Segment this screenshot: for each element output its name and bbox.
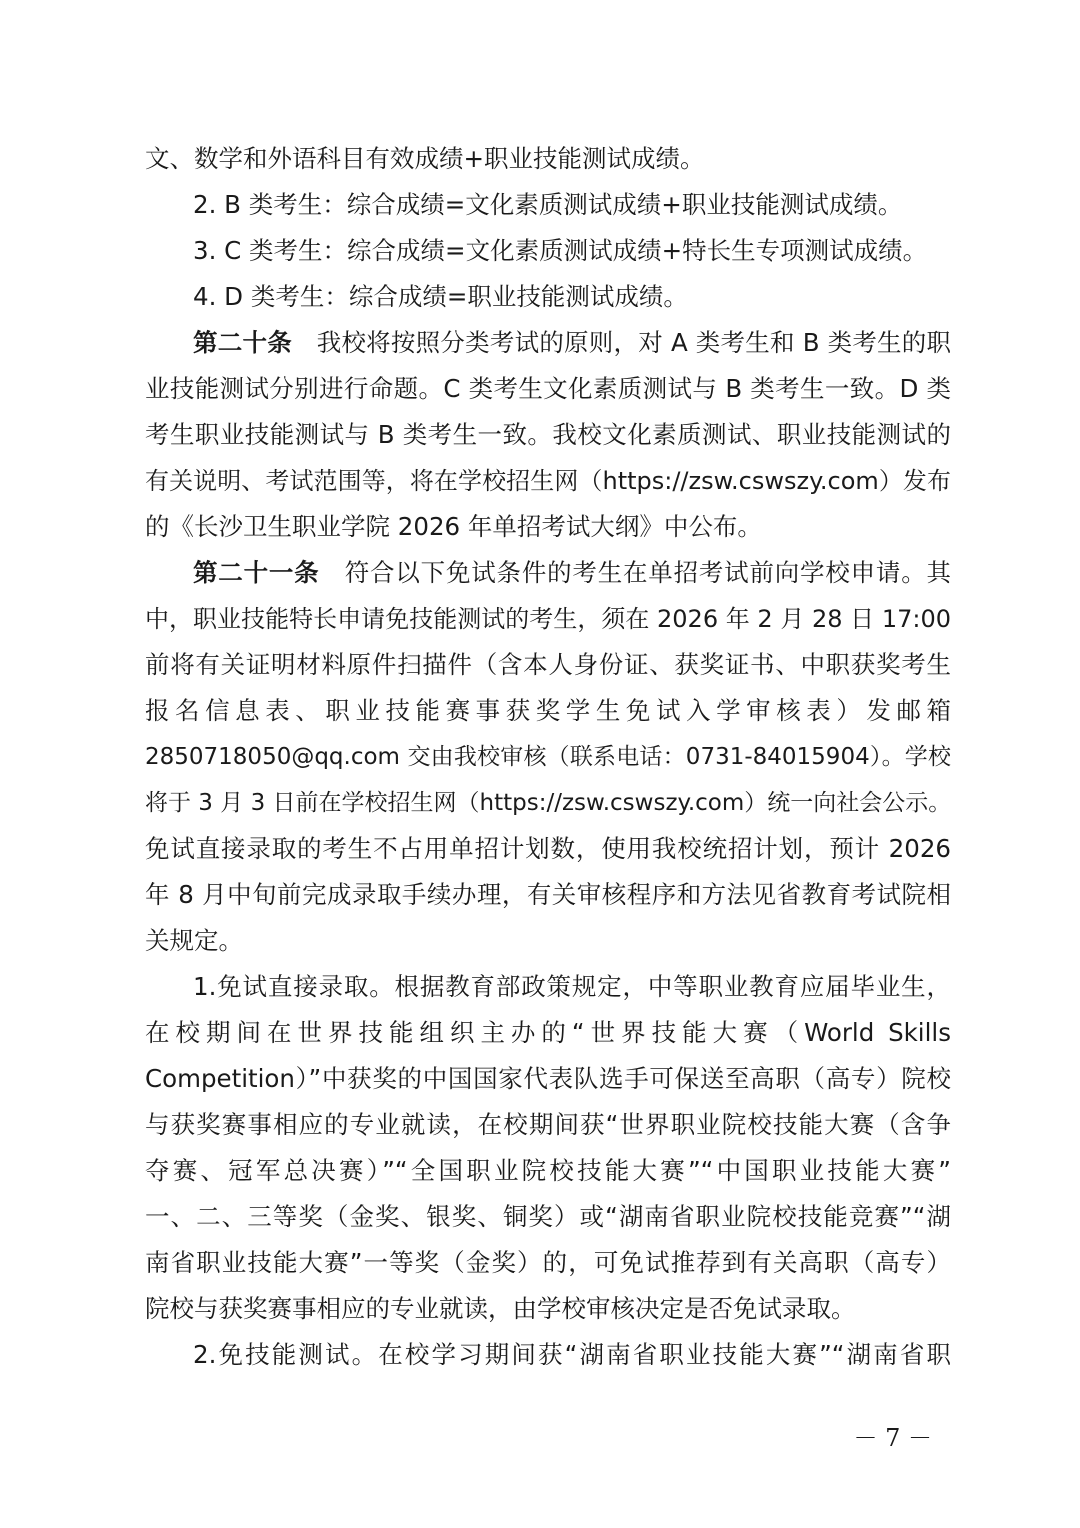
text-line: 2. B 类考生：综合成绩=文化素质测试成绩+职业技能测试成绩。 xyxy=(193,190,903,219)
text-line: 有关说明、考试范围等，将在学校招生网（https://zsw.cswszy.com）发布 xyxy=(145,467,951,495)
text-line: 前将有关证明材料原件扫描件（含本人身份证、获奖证书、中职获奖考生 xyxy=(145,650,951,679)
text-line: 与获奖赛事相应的专业就读，在校期间获“世界职业院校技能大赛（含争 xyxy=(145,1110,951,1139)
text-line: 业技能测试分别进行命题。C 类考生文化素质测试与 B 类考生一致。D 类 xyxy=(145,374,951,403)
text-line: 1.免试直接录取。根据教育部政策规定，中等职业教育应届毕业生， xyxy=(193,972,951,1001)
text-line: 2850718050@qq.com 交由我校审核（联系电话：0731-84015904）。学校 xyxy=(145,744,951,770)
text-line: 4. D 类考生：综合成绩=职业技能测试成绩。 xyxy=(193,282,688,311)
text-line: 南省职业技能大赛”一等奖（金奖）的，可免试推荐到有关高职（高专） xyxy=(145,1248,951,1277)
text-line: 一、二、三等奖（金奖、银奖、铜奖）或“湖南省职业院校技能竞赛”“湖 xyxy=(145,1202,951,1231)
text-line: 院校与获奖赛事相应的专业就读，由学校审核决定是否免试录取。 xyxy=(145,1294,856,1323)
text-line: 3. C 类考生：综合成绩=文化素质测试成绩+特长生专项测试成绩。 xyxy=(193,236,928,265)
text-line: 文、数学和外语科目有效成绩+职业技能测试成绩。 xyxy=(145,144,705,173)
text-line: 免试直接录取的考生不占用单招计划数，使用我校统招计划，预计 2026 xyxy=(145,834,951,863)
text-line: 将于 3 月 3 日前在学校招生网（https://zsw.cswszy.com）统一向社会公示。 xyxy=(145,790,951,816)
page-number: － 7 － xyxy=(853,1424,932,1452)
text-line: 在校期间在世界技能组织主办的“世界技能大赛（World Skills xyxy=(145,1018,951,1047)
article-21-line: 第二十一条 符合以下免试条件的考生在单招考试前向学校申请。其 xyxy=(193,558,951,587)
article-20-line: 第二十条 我校将按照分类考试的原则，对 A 类考生和 B 类考生的职 xyxy=(193,328,951,357)
article-heading: 第二十条 xyxy=(193,328,292,357)
text-line: 的《长沙卫生职业学院 2026 年单招考试大纲》中公布。 xyxy=(145,512,762,541)
text-line: 年 8 月中旬前完成录取手续办理，有关审核程序和方法见省教育考试院相 xyxy=(145,880,951,909)
text-line: 夺赛、冠军总决赛）”“全国职业院校技能大赛”“中国职业技能大赛” xyxy=(145,1156,951,1185)
text-line: Competition）”中获奖的中国国家代表队选手可保送至高职（高专）院校 xyxy=(145,1064,951,1093)
text-line: 关规定。 xyxy=(145,926,243,955)
text-line: 报名信息表、职业技能赛事获奖学生免试入学审核表）发邮箱 xyxy=(145,696,951,725)
text-line: 中，职业技能特长申请免技能测试的考生，须在 2026 年 2 月 28 日 17:00 xyxy=(145,605,951,633)
article-heading: 第二十一条 xyxy=(193,558,320,587)
text-line: 2.免技能测试。在校学习期间获“湖南省职业技能大赛”“湖南省职 xyxy=(193,1340,951,1369)
text-line: 考生职业技能测试与 B 类考生一致。我校文化素质测试、职业技能测试的 xyxy=(145,420,951,449)
